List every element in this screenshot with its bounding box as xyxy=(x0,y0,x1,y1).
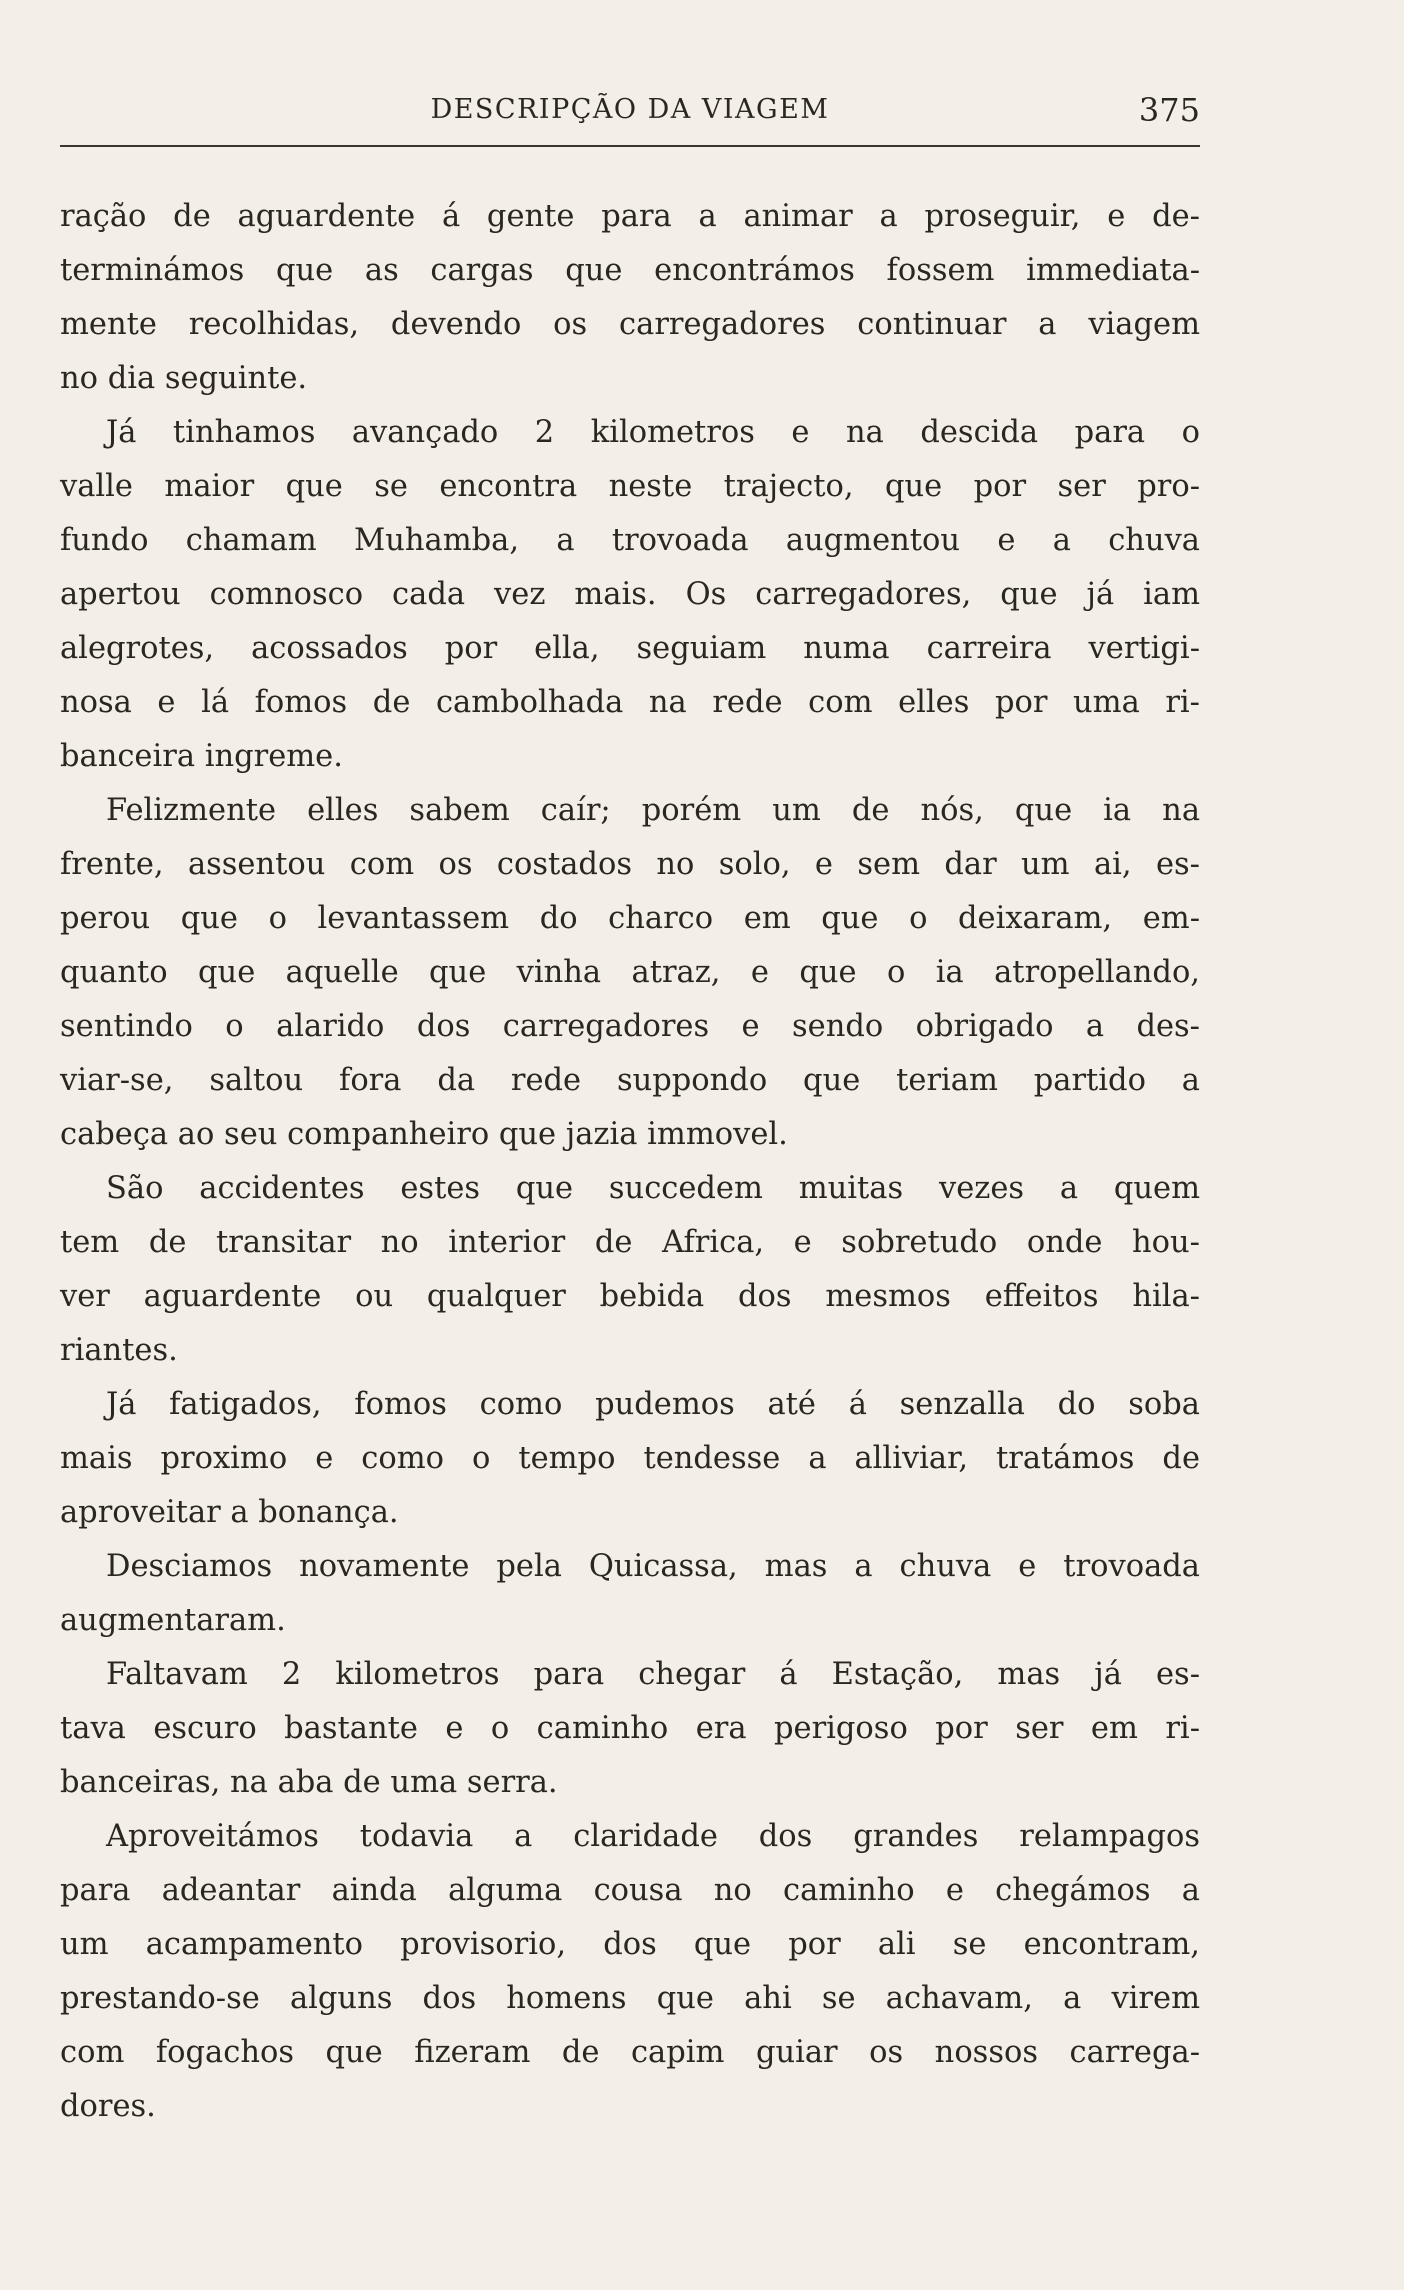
text-line: no dia seguinte. xyxy=(60,361,308,396)
text-line: augmentaram. xyxy=(60,1603,286,1638)
text-line: terminámos que as cargas que encontrámos fossem immediata- xyxy=(60,253,1200,288)
text-line: São accidentes estes que succedem muitas vezes a quem xyxy=(106,1171,1200,1206)
text-line: mais proximo e como o tempo tendesse a alliviar, tratámos de xyxy=(60,1441,1200,1476)
text-line: viar-se, saltou fora da rede suppondo que teriam partido a xyxy=(60,1063,1200,1098)
text-line: prestando-se alguns dos homens que ahi se achavam, a virem xyxy=(60,1981,1200,2016)
text-line: aproveitar a bonança. xyxy=(60,1495,399,1530)
text-line: valle maior que se encontra neste trajecto, que por ser pro- xyxy=(60,469,1200,504)
text-line: Aproveitámos todavia a claridade dos grandes relampagos xyxy=(106,1819,1200,1854)
text-line: tem de transitar no interior de Africa, e sobretudo onde hou- xyxy=(60,1225,1200,1260)
text-line: banceiras, na aba de uma serra. xyxy=(60,1765,558,1800)
text-line: nosa e lá fomos de cambolhada na rede com elles por uma ri- xyxy=(60,685,1200,720)
text-line: ver aguardente ou qualquer bebida dos mesmos effeitos hila- xyxy=(60,1279,1200,1314)
text-line: cabeça ao seu companheiro que jazia immovel. xyxy=(60,1117,788,1152)
text-line: Felizmente elles sabem caír; porém um de nós, que ia na xyxy=(106,793,1200,828)
text-line: perou que o levantassem do charco em que o deixaram, em- xyxy=(60,901,1200,936)
page-number: 375 xyxy=(1138,91,1200,129)
header-rule xyxy=(60,145,1200,147)
text-line: alegrotes, acossados por ella, seguiam numa carreira vertigi- xyxy=(60,631,1200,666)
text-line: Desciamos novamente pela Quicassa, mas a chuva e trovoada xyxy=(106,1549,1200,1584)
body-text xyxy=(60,190,1200,2134)
text-line: tava escuro bastante e o caminho era perigoso por ser em ri- xyxy=(60,1711,1200,1746)
text-line: banceira ingreme. xyxy=(60,739,343,774)
text-line: para adeantar ainda alguma cousa no caminho e chegámos a xyxy=(60,1873,1200,1908)
book-page xyxy=(60,0,1200,2290)
text-line: um acampamento provisorio, dos que por ali se encontram, xyxy=(60,1927,1200,1962)
text-line: quanto que aquelle que vinha atraz, e que o ia atropellando, xyxy=(60,955,1200,990)
text-line: mente recolhidas, devendo os carregadores continuar a viagem xyxy=(60,307,1200,342)
text-line: apertou comnosco cada vez mais. Os carregadores, que já iam xyxy=(60,577,1200,612)
text-line: sentindo o alarido dos carregadores e sendo obrigado a des- xyxy=(60,1009,1200,1044)
text-line: ração de aguardente á gente para a animar a proseguir, e de- xyxy=(60,199,1200,234)
text-line: Já tinhamos avançado 2 kilometros e na descida para o xyxy=(106,415,1200,450)
text-line: dores. xyxy=(60,2089,156,2124)
text-line: frente, assentou com os costados no solo, e sem dar um ai, es- xyxy=(60,847,1200,882)
text-line: fundo chamam Muhamba, a trovoada augmentou e a chuva xyxy=(60,523,1200,558)
page-header xyxy=(60,88,1200,132)
text-line: Já fatigados, fomos como pudemos até á senzalla do soba xyxy=(106,1387,1200,1422)
text-line: Faltavam 2 kilometros para chegar á Estação, mas já es- xyxy=(106,1657,1200,1692)
text-line: com fogachos que fizeram de capim guiar os nossos carrega- xyxy=(60,2035,1200,2070)
running-title: DESCRIPÇÃO DA VIAGEM xyxy=(430,94,830,125)
text-line: riantes. xyxy=(60,1333,178,1368)
